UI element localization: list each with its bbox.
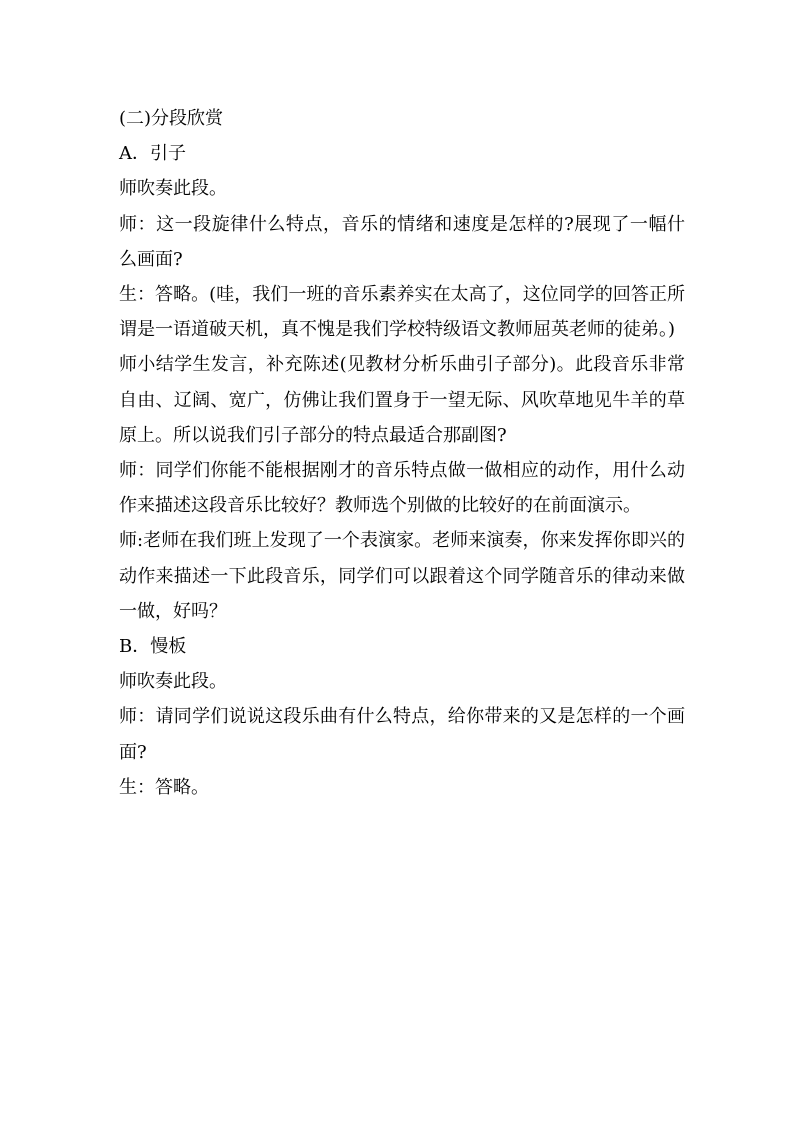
section-heading: (二)分段欣赏	[119, 108, 224, 129]
document-body	[119, 101, 685, 805]
paragraph: 生：答略。(哇，我们一班的音乐素养实在太高了，这位同学的回答正所谓是一语道破天机，真不愧是我们学校特级语文教师屈英老师的徒弟。)	[119, 284, 685, 341]
paragraph: 生：答略。	[119, 776, 209, 798]
subsection-heading-intro: A．引子	[119, 143, 186, 165]
paragraph: 师：同学们你能不能根据刚才的音乐特点做一做相应的动作，用什么动作来描述这段音乐比较好？教师选个别做的比较好的在前面演示。	[119, 460, 685, 517]
paragraph: 师吹奏此段。	[119, 178, 227, 200]
paragraph: 师吹奏此段。	[119, 671, 227, 693]
paragraph: 师小结学生发言，补充陈述(见教材分析乐曲引子部分)。此段音乐非常自由、辽阔、宽广，仿佛让我们置身于一望无际、风吹草地见牛羊的草原上。所以说我们引子部分的特点最适合那副图?	[119, 354, 685, 446]
subsection-heading-adagio: B．慢板	[119, 636, 187, 658]
paragraph: 师:老师在我们班上发现了一个表演家。老师来演奏，你来发挥你即兴的动作来描述一下此段音乐，同学们可以跟着这个同学随音乐的律动来做一做，好吗？	[119, 530, 685, 622]
paragraph: 师：请同学们说说这段乐曲有什么特点，给你带来的又是怎样的一个画面?	[119, 706, 685, 763]
paragraph: 师：这一段旋律什么特点，音乐的情绪和速度是怎样的?展现了一幅什么画面?	[119, 213, 685, 270]
